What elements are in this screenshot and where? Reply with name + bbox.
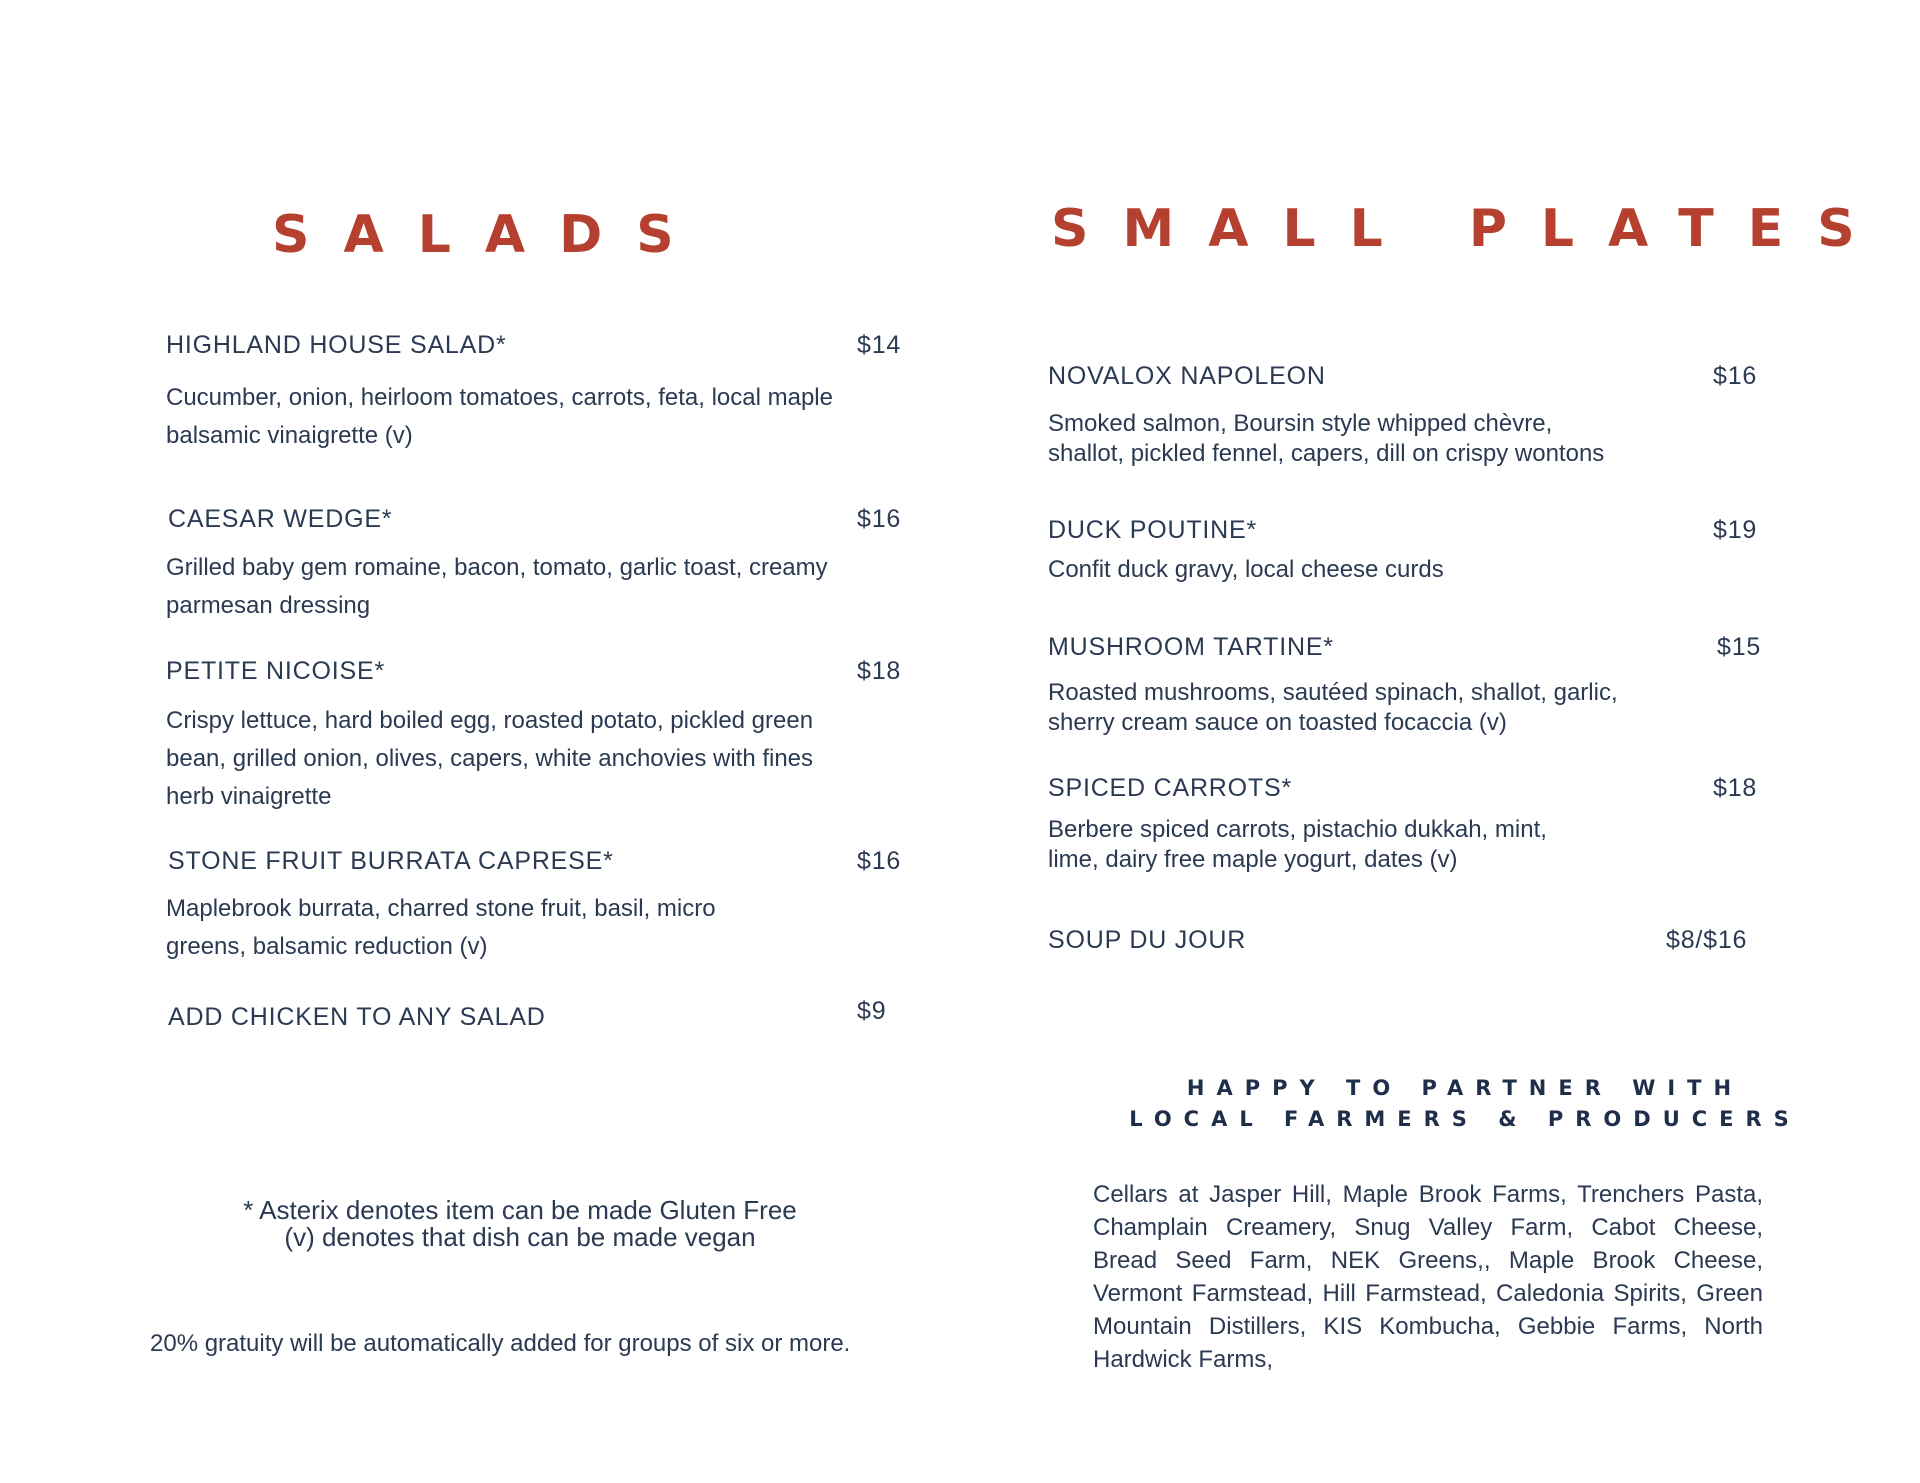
menu-item-name: PETITE NICOISE* (166, 657, 385, 685)
partners-heading-line1: HAPPY TO PARTNER WITH (1186, 1076, 1744, 1100)
menu-item-description: Grilled baby gem romaine, bacon, tomato, garlic toast, creamy parmesan dressing (166, 554, 828, 619)
menu-item-price: $16 (1713, 362, 1758, 390)
menu-item-name: SPICED CARROTS* (1048, 774, 1292, 802)
menu-item-price: $14 (857, 331, 902, 359)
salads-heading: SALADS (272, 205, 708, 265)
menu-item-price: $8/$16 (1666, 926, 1748, 954)
menu-item-price: $16 (857, 505, 902, 533)
vegan-note: (v) denotes that dish can be made vegan (284, 1222, 756, 1252)
small-plates-heading: SMALL PLATES (1051, 199, 1889, 259)
menu-item-description: Smoked salmon, Boursin style whipped chèvre, shallot, pickled fennel, capers, dill on crispy wontons (1048, 410, 1605, 467)
menu-item-description: Crispy lettuce, hard boiled egg, roasted potato, pickled green bean, grilled onion, olives, capers, white anchovies with fines herb vinaigrette (166, 707, 814, 810)
menu-item-description: Cucumber, onion, heirloom tomatoes, carrots, feta, local maple balsamic vinaigrette (v) (166, 384, 833, 449)
menu-item-price: $16 (857, 847, 902, 875)
menu-item-price: $19 (1713, 516, 1758, 544)
menu-item-price: $15 (1717, 633, 1762, 661)
menu-item-price: $18 (1713, 774, 1758, 802)
partners-list: Cellars at Jasper Hill, Maple Brook Farms, Trenchers Pasta, Champlain Creamery, Snug Valley Farm, Cabot Cheese, Bread Seed Farm, NEK Greens,, Maple Brook Cheese, Vermont Farmstead, Hill Farmstead, Caledonia Spirits, Green Mountain Distillers, KIS Kombucha, Gebbie Farms, North Hardwick Farms, (1093, 1181, 1763, 1373)
menu-item-price: $18 (857, 657, 902, 685)
menu-item-price: $9 (857, 997, 887, 1025)
menu-item-name: STONE FRUIT BURRATA CAPRESE* (168, 847, 614, 875)
menu-item-name: MUSHROOM TARTINE* (1048, 633, 1334, 661)
menu-item-description: Roasted mushrooms, sautéed spinach, shallot, garlic, sherry cream sauce on toasted focaccia (v) (1048, 679, 1618, 736)
menu-item-description: Confit duck gravy, local cheese curds (1048, 556, 1444, 583)
partners-heading-line2: LOCAL FARMERS & PRODUCERS (1129, 1107, 1801, 1131)
menu-item-name: SOUP DU JOUR (1048, 926, 1247, 954)
menu-item-name: DUCK POUTINE* (1048, 516, 1258, 544)
menu-item-name: ADD CHICKEN TO ANY SALAD (168, 1003, 546, 1031)
menu-item-description: Berbere spiced carrots, pistachio dukkah, mint, lime, dairy free maple yogurt, dates (v) (1048, 816, 1547, 873)
gluten-free-note: * Asterix denotes item can be made Gluten Free (243, 1195, 797, 1225)
menu-item-name: HIGHLAND HOUSE SALAD* (166, 331, 507, 359)
menu-item-name: NOVALOX NAPOLEON (1048, 362, 1326, 390)
gratuity-note: 20% gratuity will be automatically added for groups of six or more. (150, 1330, 851, 1357)
menu-item-name: CAESAR WEDGE* (168, 505, 393, 533)
menu-item-description: Maplebrook burrata, charred stone fruit, basil, micro greens, balsamic reduction (v) (166, 895, 716, 960)
